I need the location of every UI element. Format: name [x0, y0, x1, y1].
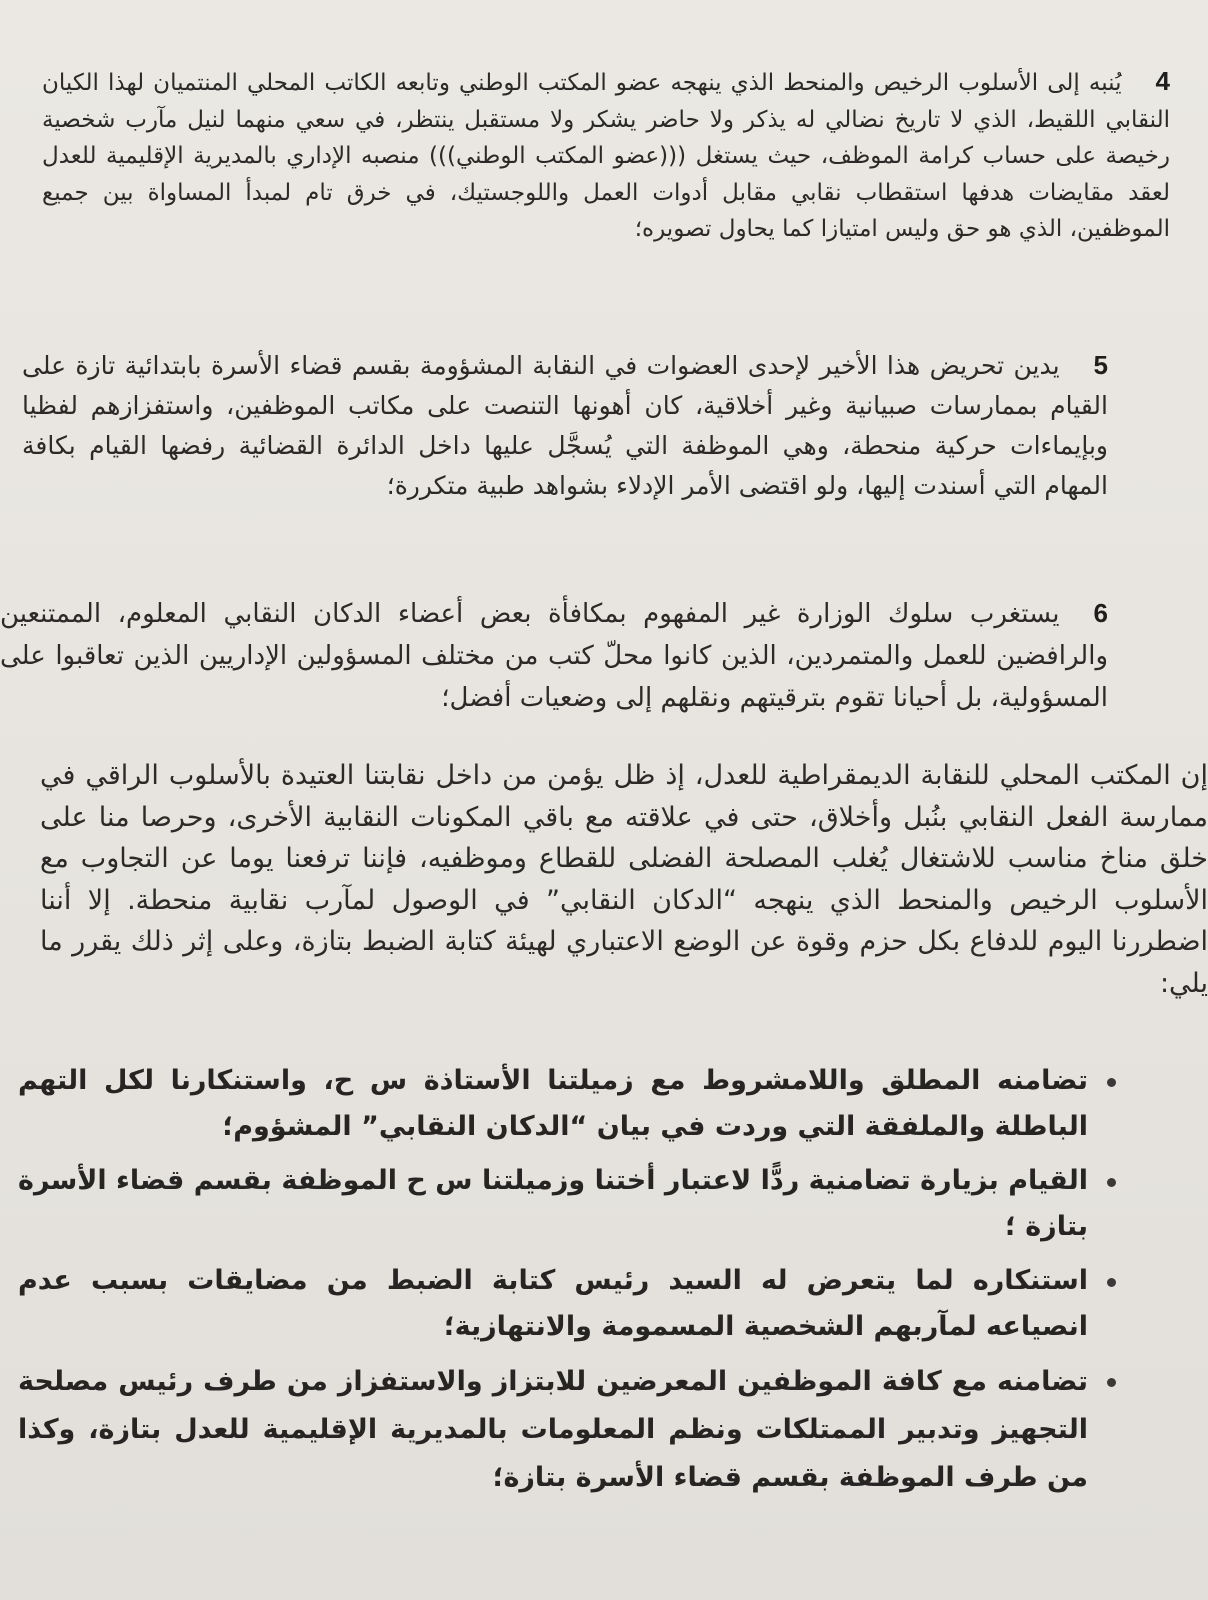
- bullet-icon: [1107, 1378, 1116, 1387]
- paragraph-number: 6: [1093, 598, 1108, 628]
- paragraph-text: يُنبه إلى الأسلوب الرخيص والمنحط الذي ينهجه عضو المكتب الوطني وتابعه الكاتب المحلي المنتميان لهذا الكيان النقابي اللقيط، الذي لا تاريخ نضالي له يذكر ولا حاضر يشكر ولا مستقبل ينتظر، في سعي منهما لنيل مآرب شخصية رخيصة على حساب كرامة الموظف، حيث يستغل (((عضو المكتب الوطني))) منصبه الإداري بالمديرية الإقليمية للعدل لعقد مقايضات هدفها استقطاب نقابي مقابل أدوات العمل واللوجستيك، في خرق تام لمبدأ المساواة بين جميع الموظفين، الذي هو حق وليس امتيازا كما يحاول تصويره؛: [42, 70, 1170, 242]
- main-statement-paragraph: [40, 755, 1208, 1004]
- bullet-icon: [1107, 1178, 1116, 1187]
- list-item-text: استنكاره لما يتعرض له السيد رئيس كتابة الضبط من مضايقات بسبب عدم انصياعه لمآربهم الشخصية المسمومة والانتهازية؛: [18, 1265, 1088, 1342]
- paragraph-4: [42, 63, 1170, 248]
- bullet-icon: [1107, 1078, 1116, 1087]
- paragraph-number: 5: [1093, 350, 1108, 380]
- list-item-text: القيام بزيارة تضامنية ردًّا لاعتبار أختنا وزميلتنا س ح الموظفة بقسم قضاء الأسرة بتازة ؛: [18, 1165, 1088, 1242]
- paragraph-text: يدين تحريض هذا الأخير لإحدى العضوات في النقابة المشؤومة بقسم قضاء الأسرة بابتدائية تازة على القيام بممارسات صبيانية وغير أخلاقية، كان أهونها التنصت على مكاتب الموظفين، واستفزازهم لفظيا وبإيماءات حركية منحطة، وهي الموظفة التي يُسجَّل عليها داخل الدائرة القضائية رفضها القيام بكافة المهام التي أسندت إليها، ولو اقتضى الأمر الإدلاء بشواهد طبية متكررة؛: [22, 351, 1108, 500]
- bullet-icon: [1107, 1278, 1116, 1287]
- list-item: [18, 1058, 1208, 1150]
- paragraph-number: 4: [1155, 66, 1170, 96]
- list-item: [18, 1258, 1208, 1350]
- decisions-list: [18, 1058, 1208, 1510]
- list-item-text: تضامنه مع كافة الموظفين المعرضين للابتزاز والاستفزاز من طرف رئيس مصلحة التجهيز وتدبير الممتلكات ونظم المعلومات بالمديرية الإقليمية للعدل بتازة، وكذا من طرف الموظفة بقسم قضاء الأسرة بتازة؛: [18, 1366, 1088, 1493]
- list-item: [18, 1158, 1208, 1250]
- list-item-text: تضامنه المطلق واللامشروط مع زميلتنا الأستاذة س ح، واستنكارنا لكل التهم الباطلة والملفقة التي وردت في بيان “الدكان النقابي” المشؤوم؛: [18, 1065, 1088, 1142]
- paragraph-text: إن المكتب المحلي للنقابة الديمقراطية للعدل، إذ ظل يؤمن من داخل نقابتنا العتيدة بالأسلوب الراقي في ممارسة الفعل النقابي بنُبل وأخلاق، حتى في علاقته مع باقي المكونات النقابية الأخرى، وحرصا منا على خلق مناخ مناسب للاشتغال يُغلب المصلحة الفضلى للقطاع وموظفيه، فإننا ترفعنا يوما عن التجاوب مع الأسلوب الرخيص والمنحط الذي ينهجه “الدكان النقابي” في الوصول لمآرب نقابية منحطة. إلا أننا اضطررنا اليوم للدفاع بكل حزم وقوة عن الوضع الاعتباري لهيئة كتابة الضبط بتازة، وعلى إثر ذلك يقرر ما يلي:: [40, 760, 1208, 999]
- list-item: [18, 1358, 1208, 1502]
- paragraph-5: [22, 345, 1108, 506]
- paragraph-6: [0, 592, 1108, 719]
- paragraph-text: يستغرب سلوك الوزارة غير المفهوم بمكافأة بعض أعضاء الدكان النقابي المعلوم، الممتنعين والرافضين للعمل والمتمردين، الذين كانوا محلّ كتب من مختلف المسؤولين الإداريين الذين تعاقبوا على المسؤولية، بل أحيانا تقوم بترقيتهم ونقلهم إلى وضعيات أفضل؛: [0, 599, 1108, 713]
